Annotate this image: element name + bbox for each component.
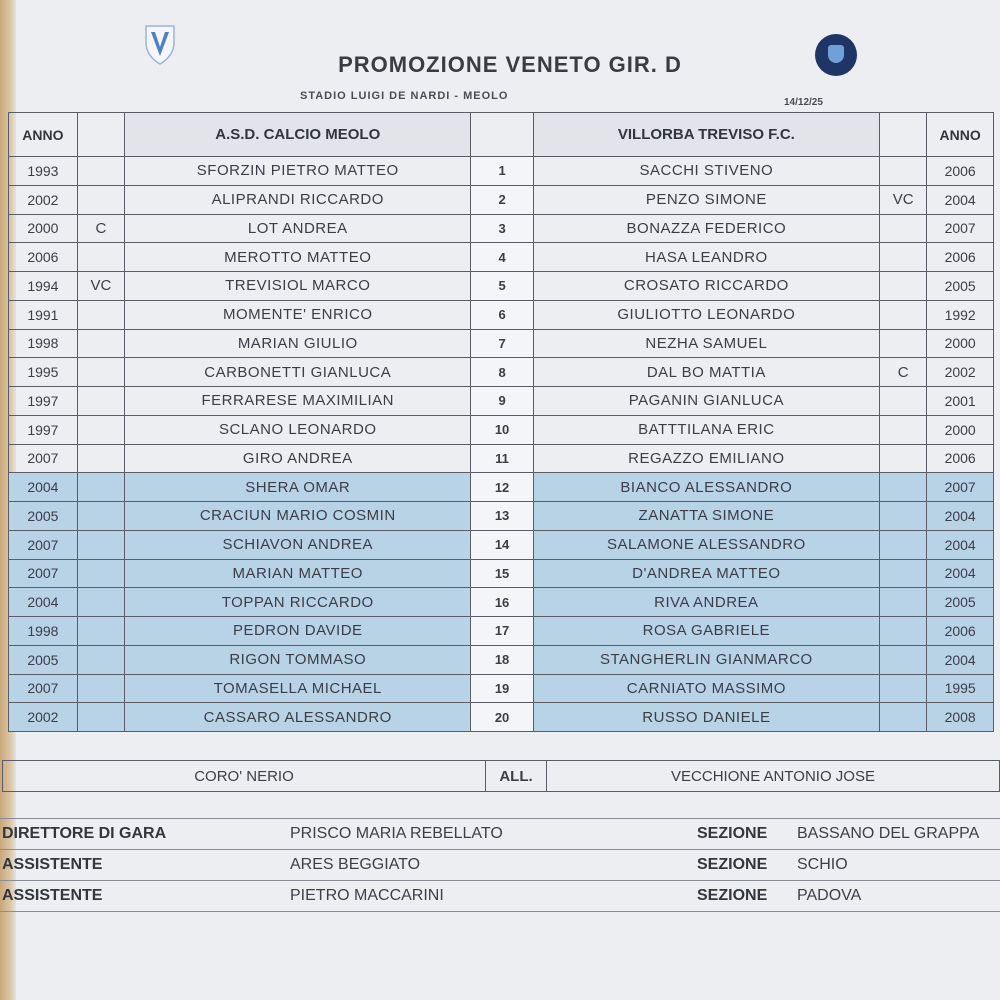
away-player-name: ZANATTA SIMONE	[533, 502, 879, 531]
away-year-cell: 2000	[927, 415, 994, 444]
shirt-number: 15	[471, 559, 533, 588]
away-year-cell: 2001	[927, 387, 994, 416]
home-role-cell	[77, 415, 124, 444]
away-year-cell: 2007	[927, 214, 994, 243]
away-role-cell	[879, 674, 926, 703]
table-row	[9, 502, 994, 531]
table-row	[9, 617, 994, 646]
away-player-name: PENZO SIMONE	[533, 185, 879, 214]
away-player-name: PAGANIN GIANLUCA	[533, 387, 879, 416]
official-section-label: SEZIONE	[697, 825, 768, 842]
away-year-cell: 2006	[927, 243, 994, 272]
home-player-name: SCLANO LEONARDO	[125, 415, 471, 444]
away-coach-name: VECCHIONE ANTONIO JOSE	[671, 767, 875, 785]
away-role-header	[879, 113, 926, 157]
home-role-cell	[77, 243, 124, 272]
page-title: PROMOZIONE VENETO GIR. D	[338, 52, 682, 77]
home-player-name: CRACIUN MARIO COSMIN	[125, 502, 471, 531]
table-row	[9, 588, 994, 617]
home-role-cell	[77, 674, 124, 703]
home-year-cell: 2004	[9, 588, 78, 617]
home-player-name: GIRO ANDREA	[125, 444, 471, 473]
away-player-name: BATTTILANA ERIC	[533, 415, 879, 444]
home-year-cell: 1991	[9, 300, 78, 329]
home-role-cell	[77, 530, 124, 559]
away-player-name: RIVA ANDREA	[533, 588, 879, 617]
shirt-number: 9	[471, 387, 533, 416]
away-role-cell	[879, 444, 926, 473]
match-date: 14/12/25	[784, 97, 823, 108]
home-role-cell	[77, 588, 124, 617]
official-role: ASSISTENTE	[2, 887, 103, 904]
home-role-cell	[77, 387, 124, 416]
table-row	[9, 559, 994, 588]
home-year-cell: 1995	[9, 358, 78, 387]
table-row	[9, 387, 994, 416]
away-role-cell	[879, 415, 926, 444]
table-row	[9, 415, 994, 444]
home-player-name: SHERA OMAR	[125, 473, 471, 502]
away-player-name: CROSATO RICCARDO	[533, 272, 879, 301]
shirt-number: 7	[471, 329, 533, 358]
away-player-name: NEZHA SAMUEL	[533, 329, 879, 358]
shirt-number: 16	[471, 588, 533, 617]
home-year-cell: 2002	[9, 185, 78, 214]
table-row	[9, 645, 994, 674]
away-year-cell: 2002	[927, 358, 994, 387]
table-row	[9, 329, 994, 358]
home-player-name: ALIPRANDI RICCARDO	[125, 185, 471, 214]
official-name: PRISCO MARIA REBELLATO	[290, 825, 503, 842]
away-role-cell	[879, 157, 926, 186]
shirt-number: 12	[471, 473, 533, 502]
home-year-cell: 2007	[9, 530, 78, 559]
away-role-cell	[879, 559, 926, 588]
official-name: PIETRO MACCARINI	[290, 887, 444, 904]
away-player-name: GIULIOTTO LEONARDO	[533, 300, 879, 329]
away-year-cell: 2005	[927, 272, 994, 301]
away-year-cell: 2005	[927, 588, 994, 617]
away-player-name: ROSA GABRIELE	[533, 617, 879, 646]
away-role-cell	[879, 214, 926, 243]
away-year-cell: 2006	[927, 617, 994, 646]
home-year-cell: 2004	[9, 473, 78, 502]
home-player-name: TOMASELLA MICHAEL	[125, 674, 471, 703]
away-player-name: BIANCO ALESSANDRO	[533, 473, 879, 502]
away-year-cell: 2008	[927, 703, 994, 732]
shirt-number: 5	[471, 272, 533, 301]
home-year-cell: 2007	[9, 444, 78, 473]
shirt-number: 14	[471, 530, 533, 559]
away-role-cell	[879, 329, 926, 358]
away-year-cell: 2004	[927, 185, 994, 214]
home-player-name: MOMENTE' ENRICO	[125, 300, 471, 329]
home-player-name: MARIAN GIULIO	[125, 329, 471, 358]
shirt-number: 20	[471, 703, 533, 732]
home-team-name: A.S.D. CALCIO MEOLO	[125, 113, 471, 157]
shirt-number: 3	[471, 214, 533, 243]
away-year-cell: 2004	[927, 502, 994, 531]
away-role-cell	[879, 272, 926, 301]
home-role-cell	[77, 473, 124, 502]
home-player-name: SCHIAVON ANDREA	[125, 530, 471, 559]
shirt-number: 19	[471, 674, 533, 703]
home-coach-name: CORO' NERIO	[194, 767, 294, 785]
home-player-name: SFORZIN PIETRO MATTEO	[125, 157, 471, 186]
shirt-number: 8	[471, 358, 533, 387]
home-role-cell	[77, 502, 124, 531]
lineup-body	[9, 157, 994, 732]
home-role-cell: VC	[77, 272, 124, 301]
home-role-cell	[77, 300, 124, 329]
home-role-cell	[77, 329, 124, 358]
shirt-number: 11	[471, 444, 533, 473]
home-role-cell	[77, 645, 124, 674]
shirt-number: 10	[471, 415, 533, 444]
home-year-cell: 1998	[9, 329, 78, 358]
coaches-row	[2, 760, 1000, 792]
away-role-cell	[879, 387, 926, 416]
home-player-name: FERRARESE MAXIMILIAN	[125, 387, 471, 416]
away-year-cell: 2006	[927, 157, 994, 186]
table-row	[9, 243, 994, 272]
table-header-row	[9, 113, 994, 157]
home-role-cell	[77, 157, 124, 186]
table-row	[9, 185, 994, 214]
away-year-cell: 2006	[927, 444, 994, 473]
home-player-name: LOT ANDREA	[125, 214, 471, 243]
away-role-cell	[879, 473, 926, 502]
table-row	[9, 473, 994, 502]
official-section-label: SEZIONE	[697, 887, 768, 904]
table-row	[9, 300, 994, 329]
shirt-number: 4	[471, 243, 533, 272]
home-year-cell: 1997	[9, 415, 78, 444]
home-year-cell: 2007	[9, 559, 78, 588]
home-role-header	[77, 113, 124, 157]
away-year-cell: 1995	[927, 674, 994, 703]
official-section: SCHIO	[797, 856, 848, 873]
away-player-name: BONAZZA FEDERICO	[533, 214, 879, 243]
away-player-name: HASA LEANDRO	[533, 243, 879, 272]
away-year-cell: 2007	[927, 473, 994, 502]
official-row	[0, 880, 1000, 912]
home-player-name: TOPPAN RICCARDO	[125, 588, 471, 617]
away-player-name: RUSSO DANIELE	[533, 703, 879, 732]
away-team-name: VILLORBA TREVISO F.C.	[533, 113, 879, 157]
away-player-name: DAL BO MATTIA	[533, 358, 879, 387]
number-header	[471, 113, 533, 157]
home-role-cell	[77, 358, 124, 387]
away-role-cell	[879, 300, 926, 329]
home-year-cell: 1993	[9, 157, 78, 186]
home-role-cell: C	[77, 214, 124, 243]
official-role: ASSISTENTE	[2, 856, 103, 873]
away-role-cell	[879, 502, 926, 531]
official-role: DIRETTORE DI GARA	[2, 825, 167, 842]
official-section: BASSANO DEL GRAPPA	[797, 825, 980, 842]
home-year-cell: 2002	[9, 703, 78, 732]
home-player-name: RIGON TOMMASO	[125, 645, 471, 674]
away-year-cell: 1992	[927, 300, 994, 329]
home-player-name: MEROTTO MATTEO	[125, 243, 471, 272]
away-role-cell: VC	[879, 185, 926, 214]
away-role-cell: C	[879, 358, 926, 387]
home-year-cell: 1994	[9, 272, 78, 301]
away-role-cell	[879, 588, 926, 617]
away-player-name: D'ANDREA MATTEO	[533, 559, 879, 588]
home-player-name: PEDRON DAVIDE	[125, 617, 471, 646]
away-player-name: CARNIATO MASSIMO	[533, 674, 879, 703]
official-row	[0, 849, 1000, 880]
coach-label: ALL.	[485, 761, 547, 791]
home-year-cell: 2007	[9, 674, 78, 703]
home-year-cell: 1998	[9, 617, 78, 646]
away-year-cell: 2000	[927, 329, 994, 358]
shirt-number: 13	[471, 502, 533, 531]
home-year-cell: 1997	[9, 387, 78, 416]
home-player-name: TREVISIOL MARCO	[125, 272, 471, 301]
home-role-cell	[77, 617, 124, 646]
table-row	[9, 214, 994, 243]
home-role-cell	[77, 559, 124, 588]
away-player-name: SALAMONE ALESSANDRO	[533, 530, 879, 559]
table-row	[9, 703, 994, 732]
away-role-cell	[879, 645, 926, 674]
official-row	[0, 818, 1000, 849]
home-year-header: ANNO	[9, 113, 78, 157]
officials-list	[0, 818, 1000, 912]
away-year-header: ANNO	[927, 113, 994, 157]
home-role-cell	[77, 185, 124, 214]
away-year-cell: 2004	[927, 559, 994, 588]
table-row	[9, 272, 994, 301]
home-player-name: MARIAN MATTEO	[125, 559, 471, 588]
home-player-name: CARBONETTI GIANLUCA	[125, 358, 471, 387]
table-row	[9, 444, 994, 473]
home-year-cell: 2006	[9, 243, 78, 272]
shirt-number: 2	[471, 185, 533, 214]
away-year-cell: 2004	[927, 645, 994, 674]
shirt-number: 18	[471, 645, 533, 674]
lineup-table	[8, 112, 994, 732]
away-player-name: STANGHERLIN GIANMARCO	[533, 645, 879, 674]
shirt-number: 6	[471, 300, 533, 329]
official-name: ARES BEGGIATO	[290, 856, 421, 873]
home-player-name: CASSARO ALESSANDRO	[125, 703, 471, 732]
shirt-number: 1	[471, 157, 533, 186]
stadium-label: STADIO LUIGI DE NARDI - MEOLO	[300, 90, 509, 102]
table-row	[9, 157, 994, 186]
official-section: PADOVA	[797, 887, 862, 904]
home-year-cell: 2005	[9, 502, 78, 531]
shirt-number: 17	[471, 617, 533, 646]
away-year-cell: 2004	[927, 530, 994, 559]
away-role-cell	[879, 703, 926, 732]
away-role-cell	[879, 243, 926, 272]
away-role-cell	[879, 617, 926, 646]
official-section-label: SEZIONE	[697, 856, 768, 873]
home-year-cell: 2000	[9, 214, 78, 243]
table-row	[9, 674, 994, 703]
away-player-name: SACCHI STIVENO	[533, 157, 879, 186]
away-player-name: REGAZZO EMILIANO	[533, 444, 879, 473]
away-role-cell	[879, 530, 926, 559]
home-role-cell	[77, 444, 124, 473]
home-year-cell: 2005	[9, 645, 78, 674]
table-row	[9, 530, 994, 559]
table-row	[9, 358, 994, 387]
home-role-cell	[77, 703, 124, 732]
